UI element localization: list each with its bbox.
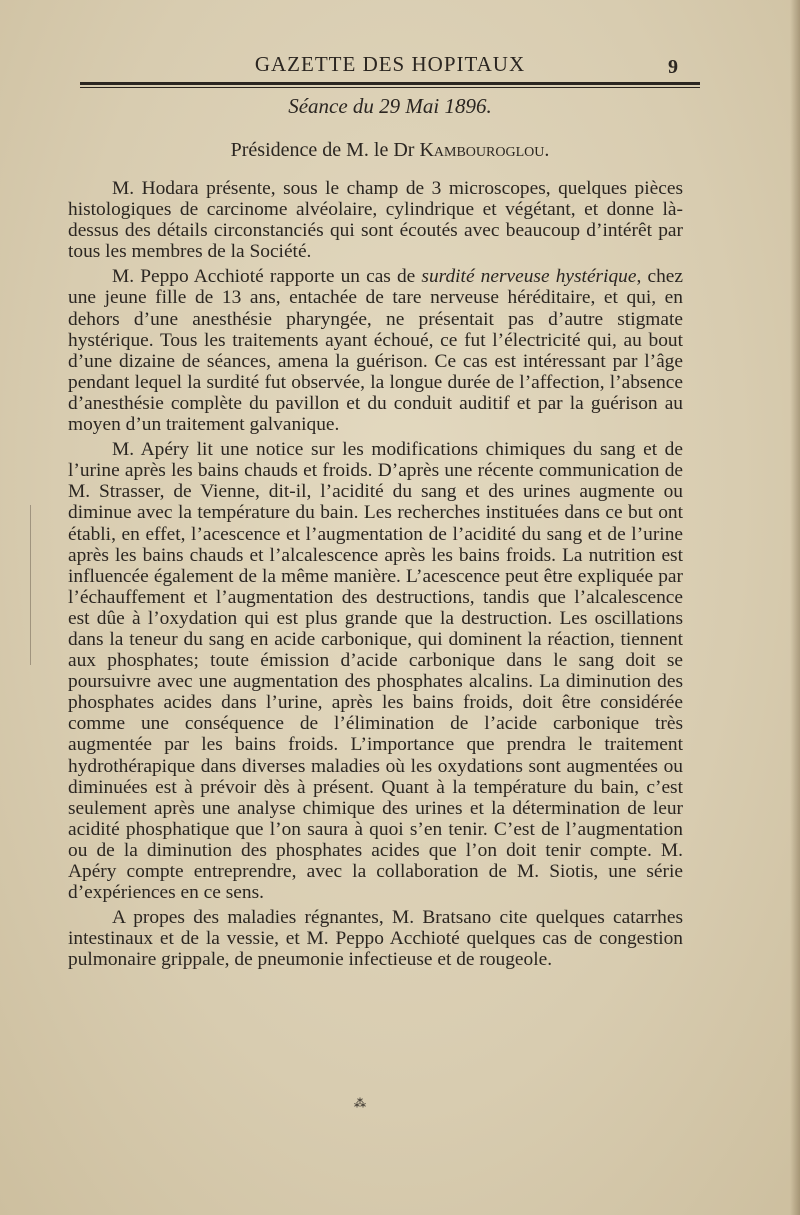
presidence-prefix: Présidence de M. le Dr xyxy=(230,139,420,161)
header-rule-thick xyxy=(80,82,700,85)
page-right-edge-shadow xyxy=(790,0,800,1215)
page-number: 9 xyxy=(668,56,678,78)
header-title: GAZETTE DES HOPITAUX xyxy=(254,52,526,76)
president-name: Kambouroglou. xyxy=(419,139,550,161)
paragraph-acchiote-italic: surdité nerveuse hystérique xyxy=(421,266,637,288)
paragraph-acchiote-after: , chez une jeune fille de 13 ans, entachée de tare nerveuse héréditaire, et qui, en dehors d’une anesthésie pharyngée, ne présentait pas d’autre stigmate hystérique. Tous les traitements ayant échoué, ce fut l’électricité qui, au bout d’une dizaine de séances, amena la guérison. Ce cas est intéressant par l’âge pendant lequel la surdité fut observée, la longue durée de l’affection, l’absence d’anesthésie complète du pavillon et du conduit auditif et par la guérison au moyen d’un traitement galvanique. xyxy=(68,266,683,436)
paragraph-hodara: M. Hodara présente, sous le champ de 3 microscopes, quelques pièces histologiques de carcinome alvéolaire, cylindrique et végétant, et donne là-dessus des détails circonstanciés qui sont écoutés avec beaucoup d’intérêt par tous les membres de la Société. xyxy=(68,178,683,263)
paragraph-acchiote xyxy=(68,266,683,435)
paragraph-bratsano: A propes des maladies régnantes, M. Bratsano cite quelques catarrhes intestinaux et de la vessie, et M. Peppo Acchioté quelques cas de congestion pulmonaire grippale, de pneumonie infectieuse et de rougeole. xyxy=(68,907,683,971)
asterism-ornament: ⁂ xyxy=(354,1096,366,1110)
article-body xyxy=(68,178,683,974)
binding-edge-mark xyxy=(0,505,31,665)
page-header xyxy=(80,52,700,82)
header-rule-thin xyxy=(80,87,700,88)
presidence-line xyxy=(80,139,700,162)
paragraph-apery: M. Apéry lit une notice sur les modifications chimiques du sang et de l’urine après les bains chauds et froids. D’après une récente communication de M. Strasser, de Vienne, dit-il, l’acidité du sang et des urines augmente ou diminue avec la température du bain. Les recherches instituées dans ce but ont établi, en effet, l’acescence et l’augmentation de l’acidité du sang et de l’urine après les bains chauds et l’alcalescence après les bains froids. La nutrition est influencée également de la même manière. L’acescence peut être expliquée par l’échauffement et l’augmentation des destructions, tandis que l’alcalescence est dûe à l’oxydation qui est plus grande que la destruction. Les oscillations dans la teneur du sang en acide carbonique, qui dominent la réaction, tiennent aux phosphates; toute émission d’acide carbonique dans le sang doit se poursuivre avec une augmentation des phosphates alcalins. La diminution des phosphates acides dans l’urine, après les bains froids, doit être considérée comme une conséquence de l’élimination de l’acide carbonique très augmentée par les bains froids. L’importance que prendra le traitement hydrothérapique dans diverses maladies où les oxydations sont augmentées ou diminuées est à prévoir dès à présent. Quant à la température du bain, c’est seulement après une analyse chimique des urines et la détermination de leur acidité phosphatique que l’on saura à quoi s’en tenir. C’est de l’augmentation ou de la diminution des phosphates acides que l’on doit tenir compte. M. Apéry compte entreprendre, avec la collaboration de M. Siotis, une série d’expériences en ce sens. xyxy=(68,439,683,904)
session-heading: Séance du 29 Mai 1896. xyxy=(288,94,492,118)
paragraph-acchiote-before: M. Peppo Acchioté rapporte un cas de xyxy=(112,266,422,288)
